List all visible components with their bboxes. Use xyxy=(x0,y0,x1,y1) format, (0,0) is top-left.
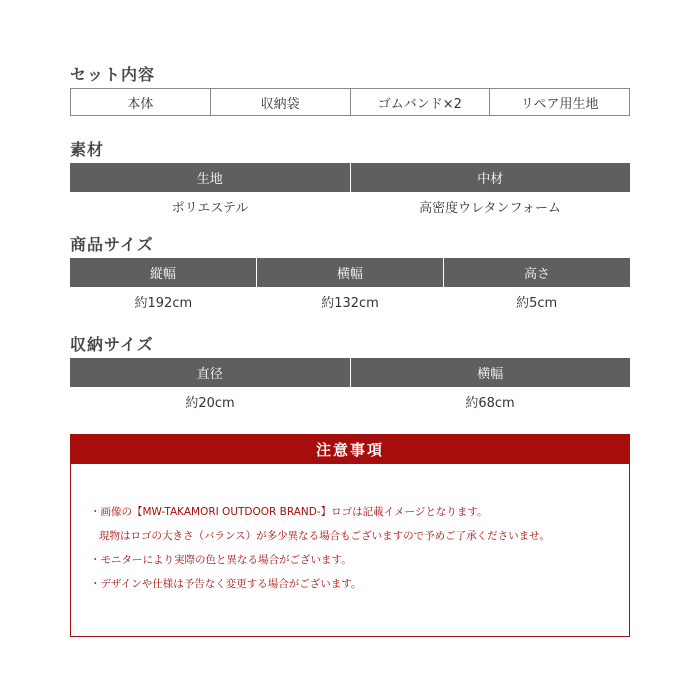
storage-size-value-width: 約68cm xyxy=(465,395,515,411)
storage-size-value-row xyxy=(70,387,630,415)
material-section xyxy=(70,137,630,220)
product-size-value-width: 約132cm xyxy=(321,295,379,311)
notice-body xyxy=(71,464,629,596)
notice-box xyxy=(70,434,630,637)
set-item-rubber-band: ゴムバンド×2 xyxy=(350,89,490,115)
material-header-filling: 中材 xyxy=(350,163,631,192)
notice-title: 注意事項 xyxy=(71,435,629,464)
set-item-body: 本体 xyxy=(127,96,154,112)
product-size-value-height: 約5cm xyxy=(516,295,558,311)
notice-line-monitor-color: ・モニターにより実際の色と異なる場合がございます。 xyxy=(90,554,352,566)
product-size-value-length: 約192cm xyxy=(134,295,193,311)
set-contents-title: セット内容 xyxy=(70,65,156,84)
notice-line-design-change: ・デザインや仕様は予告なく変更する場合がございます。 xyxy=(90,578,362,590)
set-contents-row xyxy=(70,88,630,116)
notice-line-logo: ・画像の【MW-TAKAMORI OUTDOOR BRAND-】ロゴは記載イメージとなります。 xyxy=(90,506,488,518)
product-size-section xyxy=(70,232,630,315)
product-size-header-length: 縦幅 xyxy=(70,258,256,287)
material-header-fabric: 生地 xyxy=(70,163,350,192)
storage-size-header-row xyxy=(70,358,630,387)
product-size-value-row xyxy=(70,287,630,315)
material-value-row xyxy=(70,192,630,220)
storage-size-section xyxy=(70,332,630,415)
storage-size-title: 収納サイズ xyxy=(70,335,154,354)
material-header-row xyxy=(70,163,630,192)
product-size-header-height: 高さ xyxy=(443,258,630,287)
storage-size-value-diameter: 約20cm xyxy=(185,395,235,411)
material-value-fabric: ポリエステル xyxy=(171,200,249,216)
notice-line-logo-size: 現物はロゴの大きさ（バランス）が多少異なる場合もございますので予めご了承くださいませ。 xyxy=(99,530,550,542)
storage-size-header-diameter: 直径 xyxy=(70,358,350,387)
product-size-title: 商品サイズ xyxy=(70,235,154,254)
product-size-header-width: 横幅 xyxy=(256,258,443,287)
material-value-filling: 高密度ウレタンフォーム xyxy=(419,200,561,216)
set-item-repair-fabric: リペア用生地 xyxy=(489,89,629,115)
product-size-header-row xyxy=(70,258,630,287)
set-item-storage-bag: 収納袋 xyxy=(210,89,350,115)
set-contents-section xyxy=(70,62,630,116)
storage-size-header-width: 横幅 xyxy=(350,358,631,387)
material-title: 素材 xyxy=(70,140,105,159)
